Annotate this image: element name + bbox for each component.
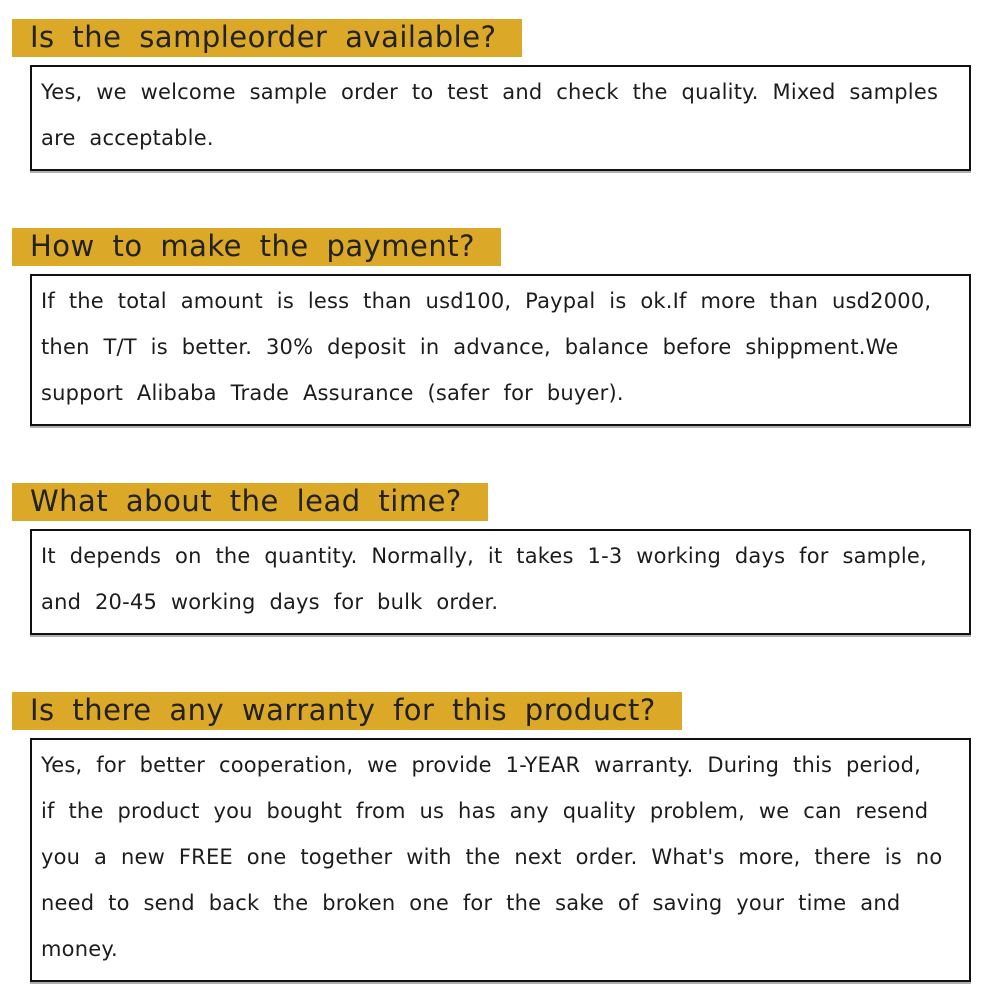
question-text: How to make the payment? [30, 229, 476, 263]
answer-box [30, 274, 971, 426]
faq-list [0, 19, 1000, 982]
answer-line: and 20-45 working days for bulk order. [41, 590, 499, 614]
answer-line: If the total amount is less than usd100, Paypal is ok.If more than usd2000, [41, 289, 932, 313]
question-highlight [12, 228, 501, 266]
faq-section [0, 228, 1000, 426]
question-text: What about the lead time? [30, 484, 462, 518]
question-highlight [12, 19, 522, 57]
answer-line: you a new FREE one together with the next order. What's more, there is no [41, 845, 943, 869]
question-highlight [12, 483, 488, 521]
answer-line: support Alibaba Trade Assurance (safer for buyer). [41, 381, 624, 405]
answer-box [30, 65, 971, 171]
faq-section [0, 483, 1000, 635]
answer-line: then T/T is better. 30% deposit in advance, balance before shippment.We [41, 335, 899, 359]
answer-line: money. [41, 937, 118, 961]
faq-section [0, 692, 1000, 982]
question-highlight [12, 692, 682, 730]
answer-box [30, 738, 971, 982]
answer-line: are acceptable. [41, 126, 214, 150]
question-text: Is there any warranty for this product? [30, 693, 656, 727]
answer-line: if the product you bought from us has any quality problem, we can resend [41, 799, 929, 823]
answer-line: need to send back the broken one for the sake of saving your time and [41, 891, 901, 915]
answer-line: Yes, we welcome sample order to test and check the quality. Mixed samples [41, 80, 939, 104]
answer-box [30, 529, 971, 635]
answer-line: Yes, for better cooperation, we provide 1-YEAR warranty. During this period, [41, 753, 921, 777]
question-text: Is the sampleorder available? [30, 20, 497, 54]
answer-line: It depends on the quantity. Normally, it takes 1-3 working days for sample, [41, 544, 927, 568]
faq-section [0, 19, 1000, 171]
